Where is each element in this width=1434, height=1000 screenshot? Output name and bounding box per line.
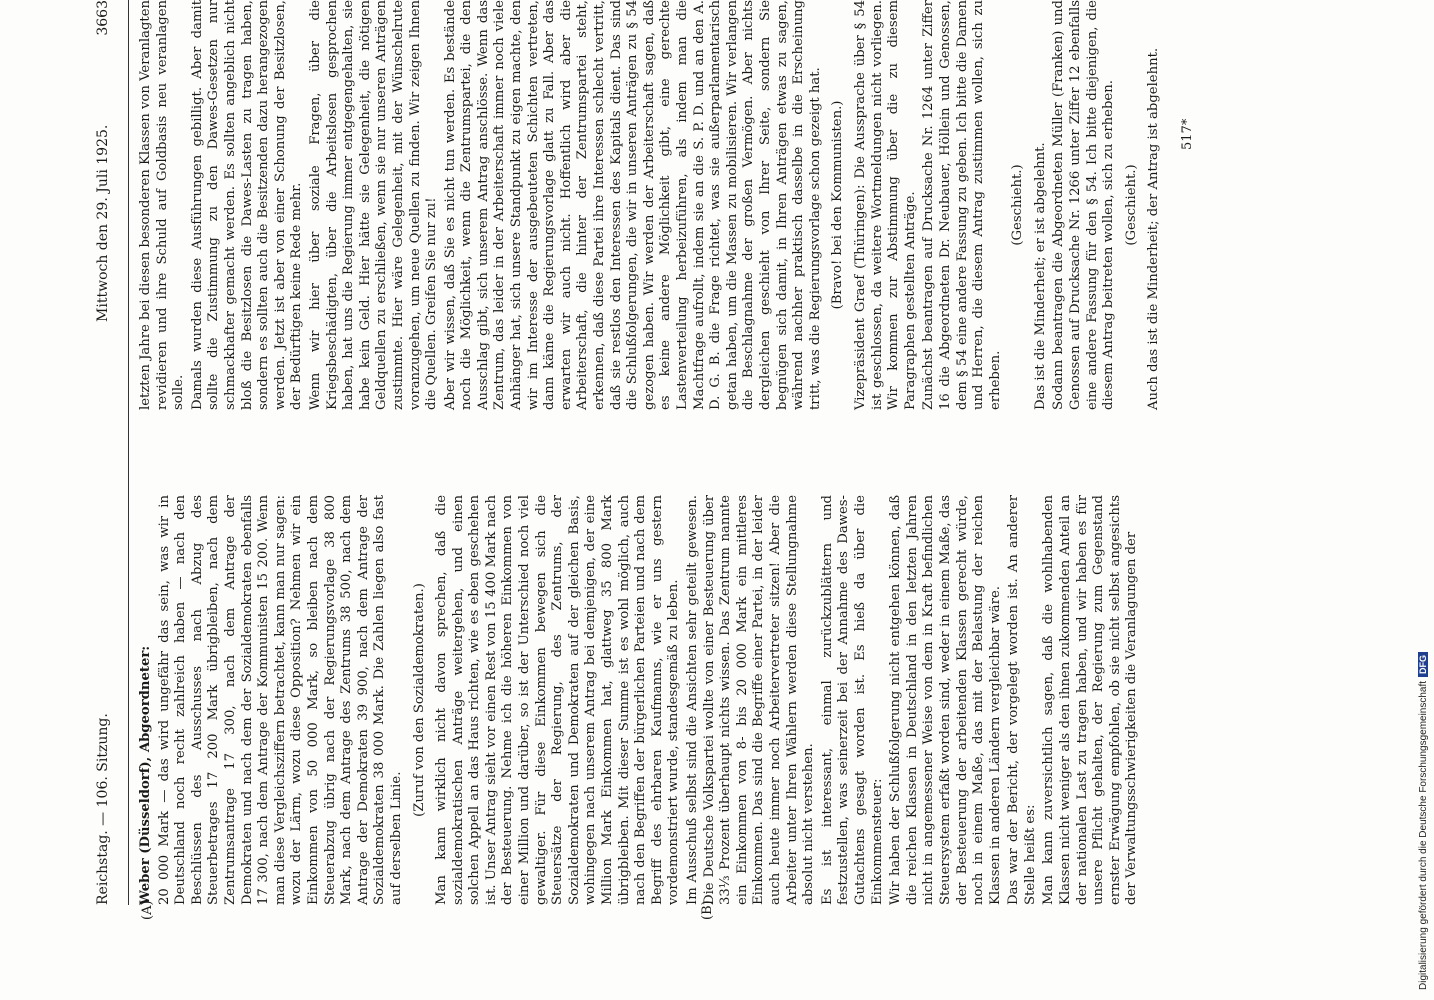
- text-column-right: [138, 0, 1165, 410]
- header-date: Mittwoch den 29. Juli 1925.: [95, 124, 111, 322]
- paragraph: Man kann wirklich nicht davon sprechen, daß die sozialdemokratischen Anträge weitergehen, und einen solchen Appell an das Haus richten, wie es eben geschehen ist. Unser Antrag sieht vor einen Rest von 15 400 Mark nach der Besteuerung. Nehme ich die höheren Einkommen von einer Million und darüber, so ist der Unterschied noch viel gewaltiger. Für diese Einkommen bewegen sich die Steuersätze der Regierung, des Zentrums, der Sozialdemokraten und Demokraten auf der gleichen Basis, wohingegen nach unserem Antrag bei demjenigen, der eine Million Mark Einkommen hat, glattweg 35 800 Mark übrigbleiben. Mit dieser Summe ist es wohl möglich, auch nach den Begriffen der bürgerlichen Parteien und nach dem Begriff des ehrbaren Kaufmanns, wie er uns gestern vordemonstriert wurde, standesgemäß zu leben.: [434, 495, 682, 905]
- quotation: Wir haben der Schlußfolgerung nicht entgehen können, daß die reichen Klassen in Deutschland in den letzten Jahren nicht in angemessener Weise von dem in Kraft befindlichen Steuersystem erfaßt worden sind, weder in einem Maße, das der Besteuerung der arbeitenden Klassen gerecht würde, noch in einem Maße, das mit der Belastung der reichen Klassen in anderen Ländern vergleichbar wäre.: [888, 495, 1003, 905]
- header-session: Reichstag. — 106. Sitzung.: [95, 713, 111, 905]
- paragraph: Auch das ist die Minderheit; der Antrag ist abgelehnt.: [1146, 47, 1162, 410]
- credit-text: Digitalisierung gefördert durch die Deutsche Forschungsgemeinschaft: [1417, 680, 1429, 990]
- paragraph: Vizepräsident Graef (Thüringen): Die Aussprache über § 54 ist geschlossen, da weitere Wortmeldungen nicht vorliegen. Wir kommen zur Abstimmung über die zu diesem Paragraphen gestellten Anträge.: [852, 0, 918, 410]
- speaker-heading: Weber (Düsseldorf), Abgeordneter:: [138, 645, 153, 905]
- page-footer-signature: 517*: [1180, 118, 1195, 150]
- paragraph: Das war der Bericht, der vorgelegt worden ist. An anderer Stelle heißt es:: [1006, 495, 1038, 905]
- header-rule: [128, 0, 129, 905]
- funding-credit: [1415, 10, 1431, 990]
- dfg-logo: DFG: [1418, 652, 1428, 677]
- page-header: [95, 0, 125, 905]
- interjection: (Geschieht.): [1123, 164, 1139, 246]
- header-date-page: [95, 0, 111, 322]
- paragraph: Damals wurden diese Ausführungen gebilligt. Aber damit sollte die Zustimmung zu den Dawes-Gesetzen nur schmackhafter gemacht werden. Es sollten angeblich nicht bloß die Besitzlosen die Dawes-Lasten zu tragen haben, sondern es sollten auch die Besitzenden dazu herangezogen werden. Jetzt ist aber von einer Schonung der Besitzlosen, der Bedürftigen keine Rede mehr.: [189, 0, 305, 410]
- header-page-number: 3663: [95, 0, 111, 36]
- margin-mark-b: (B): [700, 900, 715, 920]
- paragraph: Im Ausschuß selbst sind die Ansichten sehr geteilt gewesen. Die Deutsche Volkspartei wollte von einer Besteuerung über 33⅓ Prozent überhaupt nichts wissen. Das Zentrum nannte ein Einkommen von 8- bis 20 000 Mark ein mittleres Einkommen. Das sind die Begriffe einer Partei, in der leider auch heute immer noch Arbeitervertreter sitzen! Aber die Arbeiter unter Ihren Wählern werden diese Stellungnahme absolut nicht verstehen.: [685, 495, 817, 905]
- interjection: (Geschieht.): [1010, 164, 1026, 246]
- interjection: (Zuruf von den Sozialdemokraten.): [411, 583, 427, 817]
- paragraph: 20 000 Mark — das wird ungefähr das sein, was wir in Deutschland noch recht zahlreich haben — nach den Beschlüssen des Ausschusses nach Abzug des Steuerbetrages 17 200 Mark übrigbleiben, nach dem Zentrumsantrage 17 300, nach dem Antrage der Demokraten und nach dem der Sozialdemokraten ebenfalls 17 300, nach dem Antrage der Kommunisten 15 200. Wenn man diese Vergleichsziffern betrachtet, kann man nur sagen: wozu der Lärm, wozu diese Opposition? Nehmen wir ein Einkommen von 50 000 Mark, so bleiben nach dem Steuerabzug übrig nach der Regierungsvorlage 38 800 Mark, nach dem Antrage des Zentrums 38 500, nach dem Antrage der Demokraten 39 900, nach dem Antrage der Sozialdemokraten 38 000 Mark. Die Zahlen liegen also fast auf derselben Linie.: [156, 495, 404, 905]
- quotation: Man kann zuversichtlich sagen, daß die wohlhabenden Klassen nicht weniger als den ihnen zukommenden Anteil an der nationalen Last zu tragen haben, und wir haben es für unsere Pflicht gehalten, der Regierung zum Gegenstand ernster Erwägung empfohlen, ob sie nicht selbst angesichts der Verwaltungsschwierigkeiten die Veranlagungen der: [1041, 495, 1140, 905]
- paragraph: Aber wir wissen, daß Sie es nicht tun werden. Es bestände noch die Möglichkeit, wenn die Zentrumspartei, die den Ausschlag gibt, sich unserem Antrag anschlösse. Wenn das Zentrum, das leider in der Arbeiterschaft immer noch viele Anhänger hat, sich unsere Standpunkt zu eigen machte, den wir im Interesse der ausgebeuteten Schichten vertreten, dann käme die Regierungsvorlage glatt zu Fall. Aber das erwarten wir auch nicht. Hoffentlich wird aber die Arbeiterschaft, die hinter der Zentrumspartei steht, erkennen, daß diese Partei ihre Interessen schlecht vertritt, daß sie restlos den Interessen des Kapitals dient. Das sind die Schlußfolgerungen, die wir in unseren Anträgen zu § 54 gezogen haben. Wir werden der Arbeiterschaft sagen, daß es keine andere Möglichkeit gibt, eine gerechte Lastenverteilung herbeizuführen, als indem man die Machtfrage aufrollt, indem sie an die S. P. D. und an den A. D. G. B. die Frage richtet, was sie außerparlamentarisch getan haben, um die Massen zu mobilisieren. Wir verlangen die Beschlagnahme der großen Vermögen. Aber nichts dergleichen geschieht von Ihrer Seite, sondern Sie begnügen sich damit, in Ihren Anträgen etwas zu sagen, während nachher praktisch dasselbe in die Erscheinung tritt, was die Regierungsvorlage schon gezeigt hat.: [442, 0, 823, 410]
- paragraph: Wenn wir hier über soziale Fragen, über die Kriegsbeschädigten, über die Arbeitslosen gesprochen haben, hat uns die Regierung immer entgegengehalten, sie habe kein Geld. Hier hätte sie Gelegenheit, die nötigen Geldquellen zu erschließen, wenn sie nur unseren Anträgen zustimmte. Hier wäre Gelegenheit, mit der Wünschelrute voranzugehen, um neue Quellen zu finden. Wir zeigen Ihnen die Quellen. Greifen Sie nur zu!: [307, 0, 440, 410]
- interjection: (Bravo! bei den Kommunisten.): [830, 100, 846, 310]
- paragraph: Zunächst beantragen auf Drucksache Nr. 1264 unter Ziffer 16 die Abgeordneten Dr. Neubauer, Höllein und Genossen, dem § 54 eine andere Fassung zu geben. Ich bitte die Damen und Herren, die diesem Antrag zustimmen wollen, sich zu erheben.: [921, 0, 1003, 410]
- margin-mark-a: (A): [140, 900, 155, 920]
- paragraph: Das ist die Minderheit; er ist abgelehnt.: [1032, 142, 1048, 410]
- paragraph: Sodann beantragen die Abgeordneten Müller (Franken) und Genossen auf Drucksache Nr. 1266 unter Ziffer 12 ebenfalls eine andere Fassung für den § 54. Ich bitte diejenigen, die diesem Antrag beitreten wollen, sich zu erheben.: [1051, 0, 1117, 410]
- paragraph: Es ist interessant, einmal zurückzublättern und festzustellen, was seinerzeit bei der Annahme des Dawes-Gutachtens gesagt worden ist. Es hieß da über die Einkommensteuer:: [819, 495, 885, 905]
- text-column-left: [138, 495, 1143, 905]
- paragraph: letzten Jahre bei diesen besonderen Klassen von Veranlagten revidieren und ihre Schuld auf Goldbasis neu veranlagen solle.: [138, 0, 187, 410]
